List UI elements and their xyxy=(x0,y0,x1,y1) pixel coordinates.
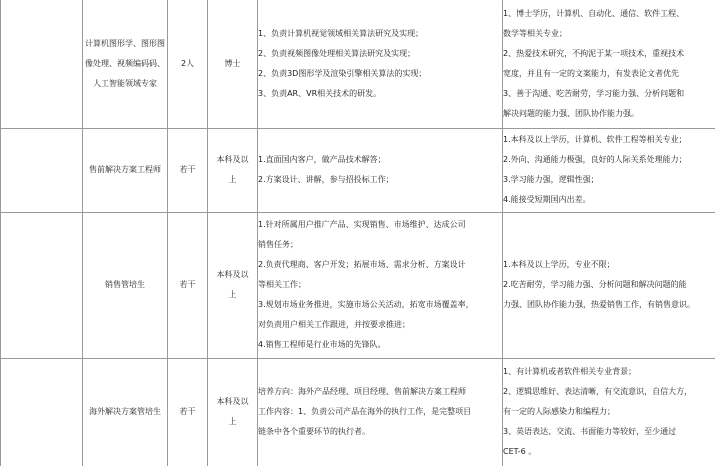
position-cell: 销售管培生 xyxy=(83,212,168,358)
headcount-cell: 若干 xyxy=(168,212,208,358)
duty-line: 4.销售工程师是行业市场的先锋队。 xyxy=(258,340,386,349)
requirement-line: 1、博士学历，计算机、自动化、通信、软件工程、 xyxy=(503,8,685,18)
headcount-cell: 若干 xyxy=(168,358,208,466)
requirements-cell xyxy=(503,358,715,466)
duty-line: 2.负责代理商、客户开发；拓展市场、需求分析、方案设计 xyxy=(258,260,466,269)
requirement-line: 解决问题的能力强、团队协作能力强。 xyxy=(503,108,639,118)
requirement-line: 2、逻辑思维好、表达清晰，有交流意识，自信大方， xyxy=(503,387,693,397)
headcount-cell: 2人 xyxy=(168,0,208,128)
requirement-line: 宽度，并且有一定的文案能力，有发表论文者优先 xyxy=(503,68,679,78)
requirement-line: 1、有计算机或者软件相关专业背景； xyxy=(503,367,637,377)
duty-line: 1、负责计算机视觉领域相关算法研究及实现； xyxy=(258,28,424,38)
requirements-cell xyxy=(503,0,715,128)
duty-line: 2、负责3D图形学及渲染引擎相关算法的实现； xyxy=(258,68,427,78)
requirement-line: 3.学习能力强，逻辑性强； xyxy=(503,175,599,184)
table-row xyxy=(1,212,715,358)
duty-line: 培养方向：海外产品经理、项目经理、售前解决方案工程师 xyxy=(258,387,466,397)
duty-line: 3.规划市场业务推进，实施市场公关活动，拓宽市场覆盖率， xyxy=(258,300,474,309)
duty-line: 对负责用户相关工作跟进，并按要求推进； xyxy=(258,320,410,329)
requirements-cell xyxy=(503,128,715,212)
education-cell: 本科及以上 xyxy=(208,212,258,358)
position-cell: 海外解决方案管培生 xyxy=(83,358,168,466)
education-cell: 博士 xyxy=(208,0,258,128)
requirement-line: 1.本科及以上学历，计算机、软件工程等相关专业； xyxy=(503,135,687,144)
requirement-line: 力强、团队协作能力强，热爱销售工作，有销售意识。 xyxy=(503,300,695,309)
recruitment-table-body xyxy=(1,0,715,466)
duty-line: 3、负责AR、VR相关技术的研发。 xyxy=(258,88,382,98)
table-row xyxy=(1,128,715,212)
duty-line: 链条中各个重要环节的执行者。 xyxy=(258,427,370,437)
table-row xyxy=(1,358,715,466)
duty-line: 销售任务； xyxy=(258,240,298,249)
requirement-line: 3、英语表达、交流、书面能力等较好，至少通过 xyxy=(503,427,677,437)
requirement-line: 有一定的人际感染力和编程力； xyxy=(503,407,615,417)
table-row xyxy=(1,0,715,128)
blank-margin-cell xyxy=(1,358,83,466)
duties-cell xyxy=(258,358,503,466)
duty-line: 等相关工作； xyxy=(258,280,306,289)
requirements-cell xyxy=(503,212,715,358)
requirement-line: 4.能接受短期国内出差。 xyxy=(503,195,591,204)
education-cell: 本科及以上 xyxy=(208,128,258,212)
duty-line: 1.直面国内客户，做产品技术解答； xyxy=(258,155,386,164)
blank-margin-cell xyxy=(1,212,83,358)
duty-line: 工作内容：1、负责公司产品在海外的执行工作，是完整项目 xyxy=(258,407,472,417)
requirement-line: CET-6 。 xyxy=(503,447,537,457)
requirement-line: 1.本科及以上学历，专业不限； xyxy=(503,260,615,269)
duties-cell xyxy=(258,0,503,128)
requirement-line: 2.吃苦耐劳，学习能力强、分析问题和解决问题的能 xyxy=(503,280,687,289)
duty-line: 2.方案设计、讲解，参与招投标工作； xyxy=(258,175,394,184)
headcount-cell: 若干 xyxy=(168,128,208,212)
duties-cell xyxy=(258,212,503,358)
duty-line: 2、负责视频图像处理相关算法研究及实现； xyxy=(258,48,416,58)
position-cell: 售前解决方案工程师 xyxy=(83,128,168,212)
requirement-line: 2、热爱技术研究，不拘泥于某一项技术，重视技术 xyxy=(503,48,685,58)
duties-cell xyxy=(258,128,503,212)
blank-margin-cell xyxy=(1,128,83,212)
requirement-line: 数学等相关专业； xyxy=(503,28,567,38)
duty-line: 1.针对所属用户推广产品、实现销售、市场维护、达成公司 xyxy=(258,220,466,229)
requirement-line: 2.外向、沟通能力极强，良好的人际关系处理能力； xyxy=(503,155,687,164)
position-cell: 计算机图形学、图形图像处理、视频编码码、人工智能领域专家 xyxy=(83,0,168,128)
education-cell: 本科及以上 xyxy=(208,358,258,466)
blank-margin-cell xyxy=(1,0,83,128)
requirement-line: 3、善于沟通、吃苦耐劳，学习能力强、分析问题和 xyxy=(503,88,685,98)
